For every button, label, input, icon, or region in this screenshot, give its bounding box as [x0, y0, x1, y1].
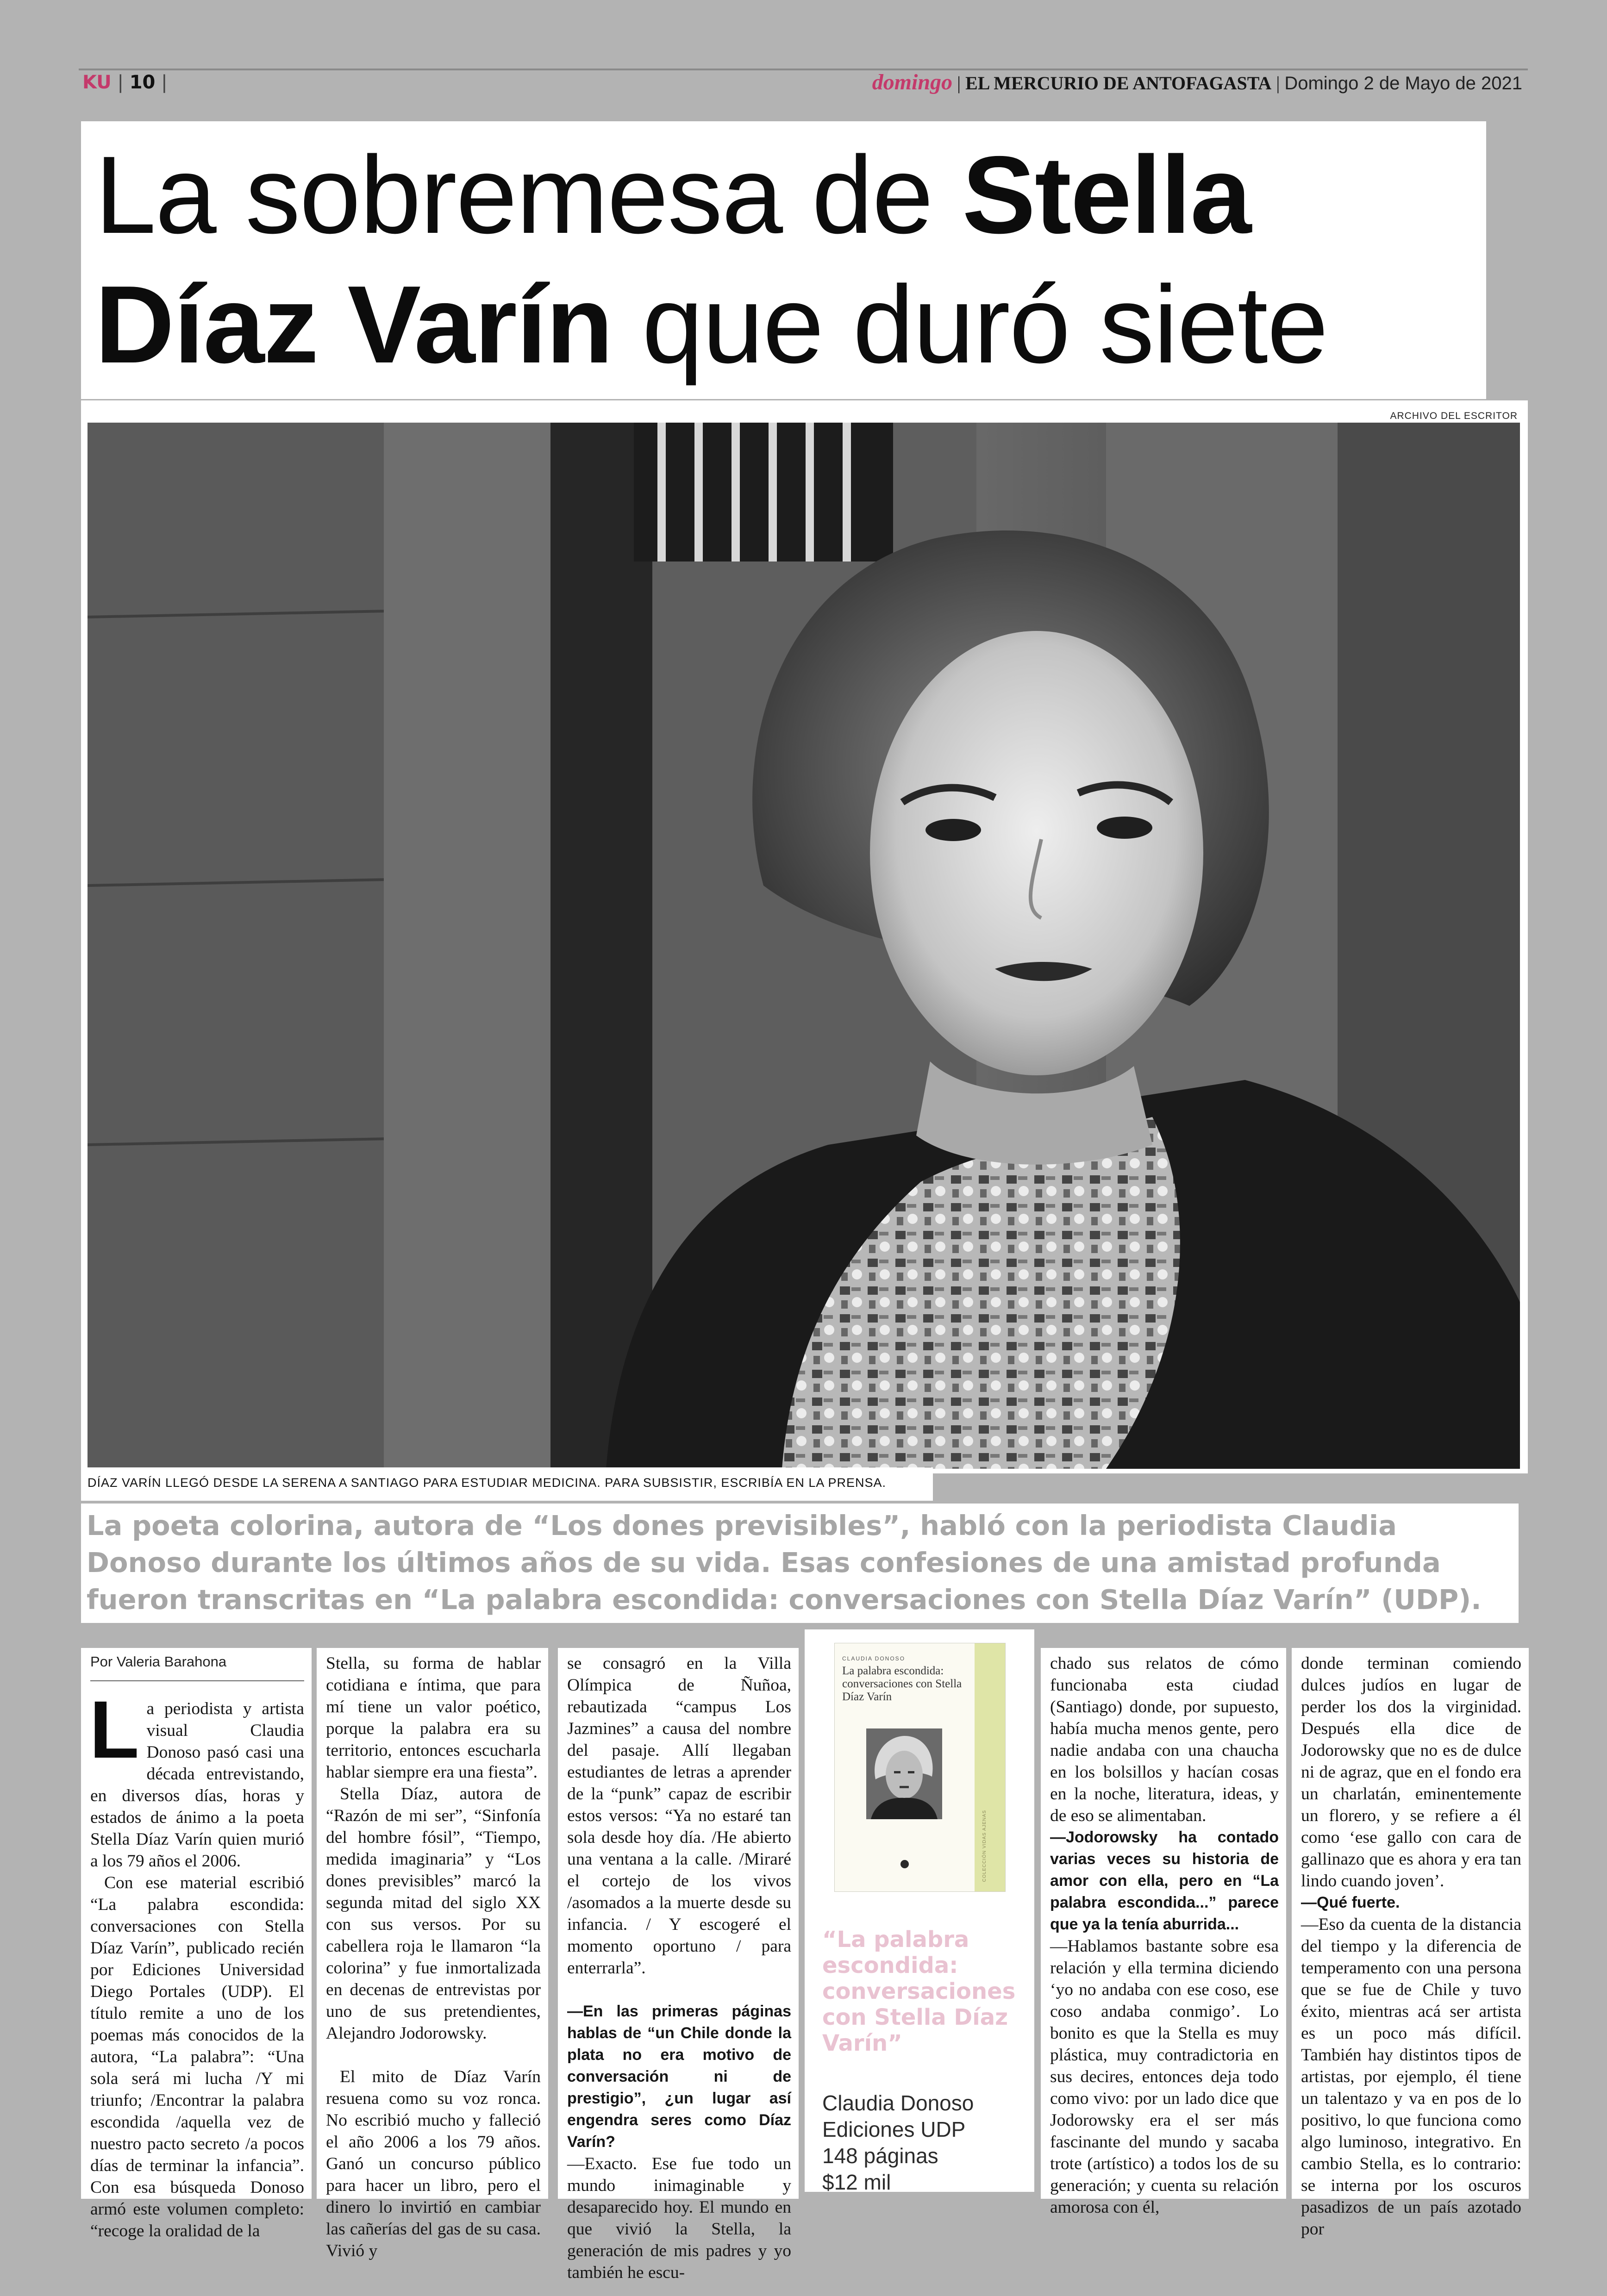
article-paragraph: Con ese material escribió “La palabra escondida: conversaciones con Stella Díaz Varín”, publicado recién por Ediciones Universidad Diego Portales (UDP). El título remite a uno de los poemas más conocidos de la autora, “La palabra”: “Una sola será mi lucha /Y mi triunfo; /Encontrar la palabra escondida /aquella vez de nuestro pacto secreto /a pocos días de terminar la infancia”. Con esa búsqueda Donoso armó este volumen completo: “recoge la oralidad de la [90, 1873, 304, 2240]
cover-author: CLAUDIA DONOSO [842, 1655, 906, 1662]
book-pages: 148 páginas [822, 2144, 938, 2168]
cover-collection: COLECCIÓN VIDAS AJENAS [982, 1810, 987, 1882]
book-box [805, 1629, 1034, 2192]
publisher-logo-icon [900, 1860, 909, 1868]
headline-name: Stella Díaz Varín [95, 134, 1251, 386]
lede-box [81, 1504, 1519, 1623]
photo-credit: ARCHIVO DEL ESCRITOR [1390, 411, 1518, 421]
book-price: $12 mil [822, 2170, 891, 2194]
byline-rule [90, 1680, 304, 1681]
article-column-2 [317, 1648, 548, 2260]
caption-box [81, 1467, 933, 1501]
interview-answer: —Eso da cuenta de la distancia del tiempo y la diferencia de temperamento con una persona que se fue de Chile y tuvo éxito, mientras acá ser artista es un poco más difícil. También hay distintos tipos de artistas, por ejemplo, él tiene un talentazo y va en pos de lo positivo, lo que funciona como algo luminoso, integrativo. En cambio Stella, es lo contrario: se interna por los oscuros pasadizos de un país azotado por [1301, 1915, 1521, 2239]
book-author: Claudia Donoso [822, 2091, 974, 2115]
masthead-line: domingo | EL MERCURIO DE ANTOFAGASTA | Domingo 2 de Mayo de 2021 [872, 70, 1522, 94]
cover-color-band [975, 1643, 1005, 1891]
article-column-5 [1292, 1648, 1529, 2239]
byline: Por Valeria Barahona [90, 1653, 227, 1670]
headline-part2: que duró siete [642, 263, 1328, 386]
supplement-name: domingo [872, 70, 953, 94]
article-column-1 [81, 1648, 312, 2240]
page-label: KU | 10 | [82, 72, 168, 93]
interview-question: —Qué fuerte. [1301, 1894, 1400, 1911]
interview-answer: —Exacto. Ese fue todo un mundo inimaginable y desaparecido hoy. El mundo en que vivió la Stella, la generación de mis padres y yo también he escu- [567, 2154, 791, 2282]
article-paragraph: Stella Díaz, autora de “Razón de mi ser”, “Sinfonía del hombre fósil”, “Tiempo, medida imaginaria” y “Los dones previsibles” marcó la segunda mitad del siglo XX con sus versos. Por su cabellera roja le llamaron “la colorina” y fue inmortalizada en decenas de entrevistas por uno de sus pretendientes, Alejandro Jodorowsky. [326, 1784, 541, 2043]
paragraph-text: a periodista y artista visual Claudia Donoso pasó casi una década entrevistando, en diversos días, horas y estados de ánimo a la poeta Stella Díaz Varín quien murió a los 79 años el 2006. [90, 1699, 304, 1871]
article-paragraph: El mito de Díaz Varín resuena como su voz ronca. No escribió mucho y falleció el año 2006 a los 79 años. Ganó un concurso público para hacer un libro, pero el dinero lo invirtió en cambiar las cañerías del gas de su casa. Vivió y [326, 2067, 541, 2260]
article-paragraph: donde terminan comiendo dulces judíos en lugar de perder los dos la virginidad. Después ella dice de Jodorowsky que no es de dulce ni de agraz, que en el fondo era un charlatán, eminentemente un florero, y se refiere a él como ‘ese gallo con cara de gallinazo que es ahora y era tan lindo cuando joven’. [1301, 1654, 1521, 1890]
interview-answer: —Hablamos bastante sobre esa relación y ella termina diciendo ‘yo no andaba con ese coso, ese coso andaba conmigo’. Lo bonito es que la Stella es muy plástica, muy contradictoria en sus decires, entonces deja todo como vivo: por un lado dice que Jodorowsky era el ser más fascinante del mundo y sacaba trote (artístico) a todos los de su generación; y cuenta su relación amorosa con él, [1050, 1937, 1279, 2217]
cover-portrait [866, 1728, 942, 1819]
page-number: 10 [129, 72, 156, 93]
drop-cap: L [89, 1685, 139, 1775]
lede: La poeta colorina, autora de “Los dones previsibles”, habló con la periodista Claudia Donoso durante los últimos años de su vida. Esas confesiones de una amistad profunda fueron transcritas en “La palabra escondida: conversaciones con Stella Díaz Varín” (UDP). [87, 1510, 1482, 1616]
article-column-3 [558, 1648, 799, 2282]
headline-part1: La sobremesa de [95, 134, 963, 256]
cover-title: La palabra escondida: conversaciones con Stella Díaz Varín [842, 1665, 962, 1703]
article-paragraph: chado sus relatos de cómo funcionaba esta ciudad (Santiago) donde, por supuesto, había mucha menos gente, pero nadie andaba con una chaucha en los bolsillos y hacían cosas en la noche, literatura, ideas, y de eso se alimentaban. [1050, 1654, 1279, 1825]
photo-frame [81, 400, 1528, 1473]
headline-box [81, 121, 1486, 399]
interview-question: —Jodorowsky ha contado varias veces su historia de amor con ella, pero en “La palabra escondida...” parece que ya la tenía aburrida... [1050, 1828, 1279, 1933]
portrait-illustration [88, 423, 1520, 1469]
issue-date: Domingo 2 de Mayo de 2021 [1284, 73, 1522, 94]
book-info [822, 2090, 1026, 2196]
article-paragraph: Stella, su forma de hablar cotidiana e íntima, que para mí tiene un valor poético, porque la palabra era su territorio, entonces escucharla hablar siempre era una fiesta”. [326, 1654, 541, 1782]
book-quote: “La palabra escondida: conversaciones con Stella Díaz Varín” [822, 1927, 1016, 2056]
cover-photo [866, 1728, 942, 1819]
photo-caption: DÍAZ VARÍN LLEGÓ DESDE LA SERENA A SANTIAGO PARA ESTUDIAR MEDICINA. PARA SUBSISTIR, ESCRIBÍA EN LA PRENSA. [88, 1476, 886, 1490]
book-publisher: Ediciones UDP [822, 2117, 966, 2141]
portrait-photo [88, 423, 1520, 1469]
article-column-4 [1041, 1648, 1286, 2217]
interview-question: —En las primeras páginas hablas de “un Chile donde la plata no era motivo de conversación ni de prestigio”, ¿un lugar así engendra seres como Díaz Varín? [567, 2003, 791, 2151]
article-paragraph [89, 1685, 304, 1872]
article-paragraph: se consagró en la Villa Olímpica de Ñuñoa, rebautizada “campus Los Jazmines” a causa del nombre del pasaje. Allí llegaban estudiantes de letras a aprender de la “punk” capaz de escribir estos versos: “Ya no estaré tan sola desde hoy día. /He abierto una ventana a la calle. /Miraré el cortejo de los vivos /asomados a la muerte desde su infancia. / Y escogeré el momento oportuno / para enterrarla”. [567, 1654, 791, 1978]
newspaper-name: EL MERCURIO DE ANTOFAGASTA [965, 73, 1272, 94]
section-label: KU [82, 72, 112, 93]
book-cover [835, 1643, 1005, 1891]
